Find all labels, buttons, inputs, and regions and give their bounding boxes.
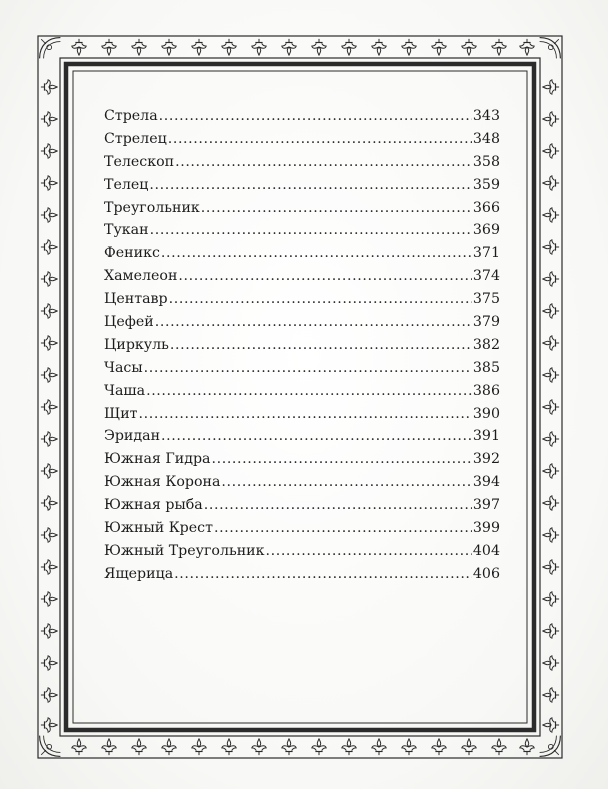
toc-entry-title: Тукан xyxy=(104,222,149,239)
toc-leader-dots xyxy=(174,563,472,586)
toc-leader-dots xyxy=(204,494,472,517)
toc-entry-page: 385 xyxy=(472,359,500,376)
toc-entry-title: Циркуль xyxy=(104,336,169,353)
toc-entry-page: 343 xyxy=(472,108,500,124)
toc-entry-page: 379 xyxy=(472,314,500,331)
toc-entry-page: 374 xyxy=(472,268,500,285)
toc-entry-page: 371 xyxy=(472,245,500,262)
toc-entry-title: Цефей xyxy=(104,314,154,331)
toc-leader-dots xyxy=(169,288,472,311)
toc-entry xyxy=(104,471,500,494)
toc-entry-page: 386 xyxy=(472,382,500,399)
toc-entry xyxy=(104,265,500,288)
toc-leader-dots xyxy=(178,265,472,288)
toc-entry-page: 394 xyxy=(472,474,500,491)
toc-leader-dots xyxy=(175,151,472,174)
toc-leader-dots xyxy=(139,403,472,426)
toc-entry xyxy=(104,540,500,563)
toc-leader-dots xyxy=(150,219,472,242)
toc-entry-title: Южная Корона xyxy=(104,474,221,491)
toc-entry-title: Телескоп xyxy=(104,153,175,170)
toc-entry xyxy=(104,174,500,197)
toc-entry xyxy=(104,219,500,242)
toc-entry-page: 397 xyxy=(472,497,500,514)
toc-entry-page: 390 xyxy=(472,405,500,422)
toc-leader-dots xyxy=(211,448,471,471)
toc-entry-page: 406 xyxy=(472,565,500,582)
toc-entry-title: Чаша xyxy=(104,382,146,399)
toc-entry-title: Южная Гидра xyxy=(104,451,211,468)
toc-entry xyxy=(104,448,500,471)
toc-entry-title: Южный Треугольник xyxy=(104,542,265,559)
toc-entry-page: 392 xyxy=(472,451,500,468)
toc-entry-title: Феникс xyxy=(104,245,160,262)
toc-entry xyxy=(104,105,500,128)
toc-entry-page: 399 xyxy=(472,520,500,537)
toc-leader-dots xyxy=(161,425,472,448)
toc-entry xyxy=(104,425,500,448)
toc-entry-title: Стрелец xyxy=(104,130,167,147)
toc-leader-dots xyxy=(144,357,472,380)
toc-leader-dots xyxy=(265,540,471,563)
toc-entry xyxy=(104,357,500,380)
toc-entry xyxy=(104,128,500,151)
toc-entry-title: Часы xyxy=(104,359,143,376)
toc-entry xyxy=(104,151,500,174)
toc-entry xyxy=(104,494,500,517)
toc-entry-title: Южная рыба xyxy=(104,497,203,514)
toc-leader-dots xyxy=(146,380,472,403)
toc-entry xyxy=(104,334,500,357)
toc-entry xyxy=(104,517,500,540)
toc-leader-dots xyxy=(149,174,472,197)
table-of-contents xyxy=(104,105,500,586)
toc-entry-title: Центавр xyxy=(104,291,168,308)
toc-entry-page: 382 xyxy=(472,336,500,353)
toc-entry xyxy=(104,563,500,586)
toc-entry-title: Ящерица xyxy=(104,565,174,582)
toc-leader-dots xyxy=(155,311,472,334)
toc-entry-page: 375 xyxy=(472,291,500,308)
toc-entry-page: 358 xyxy=(472,153,500,170)
toc-entry xyxy=(104,380,500,403)
toc-leader-dots xyxy=(221,471,471,494)
toc-entry-page: 391 xyxy=(472,428,500,445)
toc-entry xyxy=(104,311,500,334)
toc-entry-title: Щит xyxy=(104,405,138,422)
toc-entry-page: 359 xyxy=(472,176,500,193)
toc-leader-dots xyxy=(201,197,472,220)
toc-leader-dots xyxy=(161,242,472,265)
toc-entry xyxy=(104,242,500,265)
toc-entry-page: 369 xyxy=(472,222,500,239)
toc-entry-title: Южный Крест xyxy=(104,520,213,537)
toc-entry-title: Стрела xyxy=(104,108,158,124)
toc-entry-title: Телец xyxy=(104,176,149,193)
toc-entry-page: 404 xyxy=(472,542,500,559)
toc-entry xyxy=(104,288,500,311)
toc-entry xyxy=(104,197,500,220)
toc-entry xyxy=(104,403,500,426)
toc-leader-dots xyxy=(159,105,472,128)
toc-entry-page: 366 xyxy=(472,199,500,216)
toc-entry-page: 348 xyxy=(472,130,500,147)
toc-entry-title: Хамелеон xyxy=(104,268,178,285)
toc-leader-dots xyxy=(214,517,472,540)
toc-entry-title: Эридан xyxy=(104,428,161,445)
toc-entry-title: Треугольник xyxy=(104,199,200,216)
toc-leader-dots xyxy=(168,128,472,151)
toc-leader-dots xyxy=(170,334,472,357)
